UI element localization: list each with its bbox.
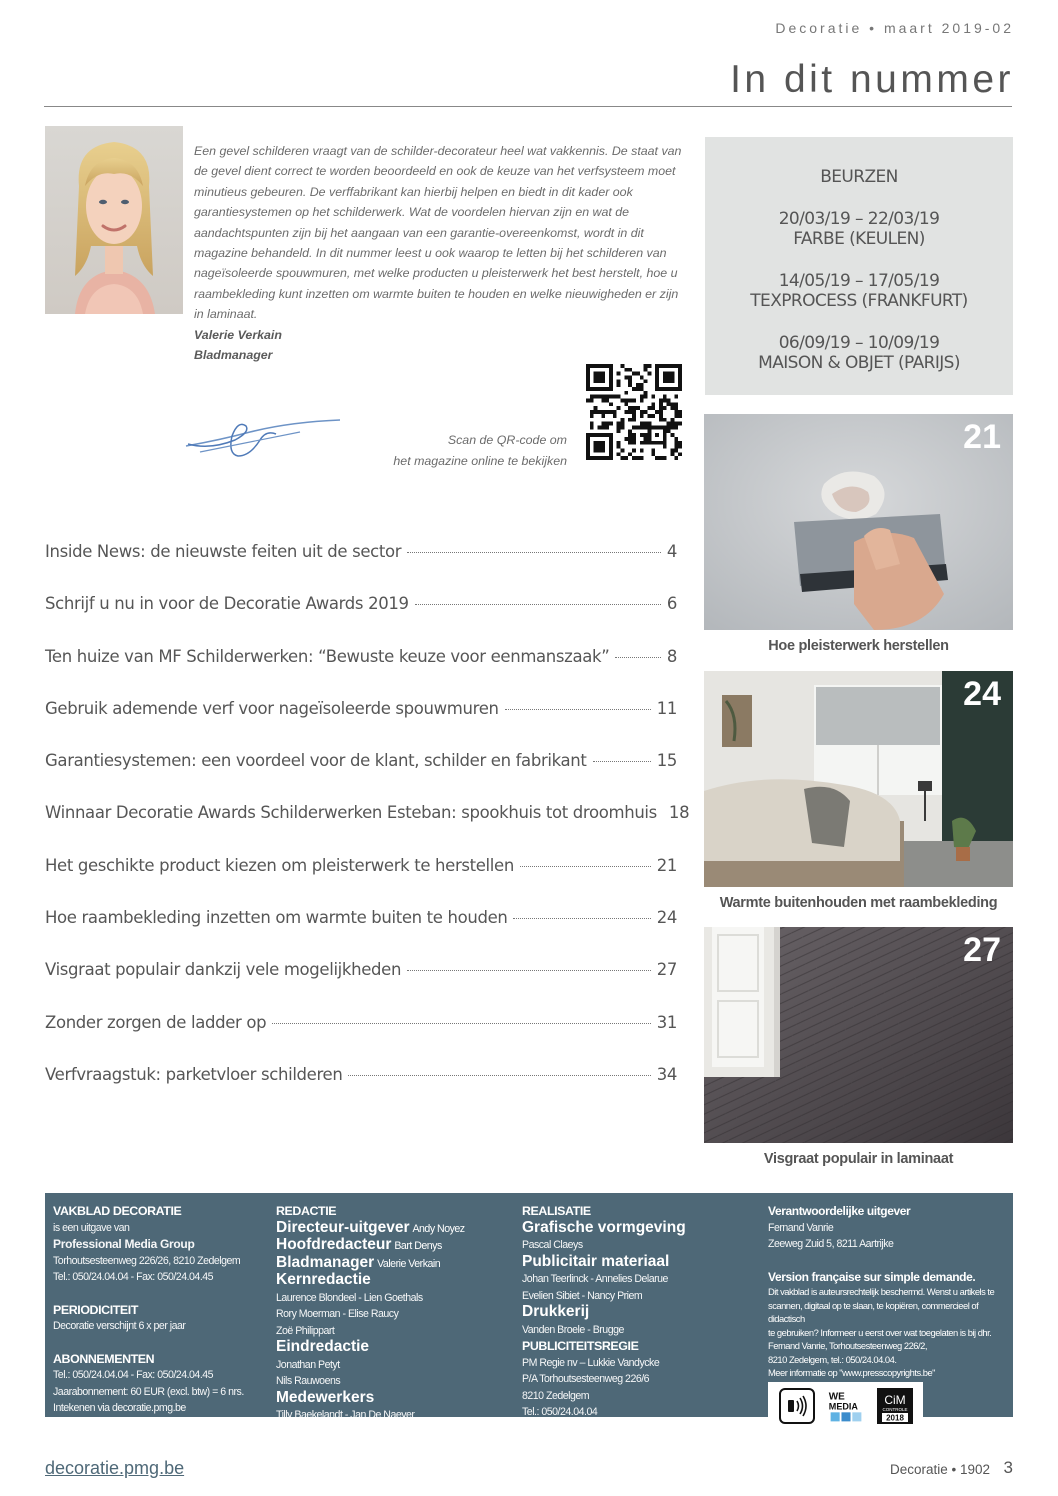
feature-laminate[interactable] [704,927,1013,1167]
toc-page-number: 24 [656,908,677,928]
toc-entry[interactable] [45,856,677,908]
toc-title: Zonder zorgen de ladder op [45,1012,267,1032]
credit-role: Grafische vormgeving [522,1218,686,1236]
publisher-name: Professional Media Group [53,1237,195,1251]
toc-leader [615,657,660,658]
copyright-line: 8210 Zedelgem, tel.: 050/24.04.04. [768,1353,897,1365]
wemedia-logo [827,1387,865,1425]
feature-image [704,414,1013,630]
credit-name: Zoë Philippart [276,1324,335,1337]
editorial-role: Bladmanager [194,348,273,363]
credit-line [276,1339,514,1357]
toc-page-number: 31 [656,1012,677,1032]
toc-leader [407,552,661,553]
toc-entry[interactable] [45,803,690,855]
toc-page-number: 11 [656,698,677,718]
toc-title: Visgraat populair dankzij vele mogelijkheden [45,960,402,980]
feature-window-covering[interactable] [704,671,1013,911]
table-of-contents [45,542,690,1117]
toc-title: Schrijf u nu in voor de Decoratie Awards 2019 [45,594,409,614]
toc-page-number: 15 [656,751,677,771]
toc-entry[interactable] [45,1013,677,1065]
toc-leader [272,1023,650,1024]
toc-entry[interactable] [45,699,677,751]
feature-caption: Hoe pleisterwerk herstellen [768,638,949,654]
editorial-author: Valerie Verkain [194,327,282,342]
colophon-line: Fernand Vanrie [768,1221,834,1234]
qr-caption [360,430,567,471]
credit-role: Kernredactie [276,1271,371,1288]
credit-line [276,1220,514,1238]
feature-image [704,671,1013,887]
colophon-heading: PUBLICITEITSREGIE [522,1339,639,1353]
colophon-heading: REDACTIE [276,1204,337,1218]
toc-entry[interactable] [45,647,677,699]
toc-title: Gebruik ademende verf voor nageïsoleerde spouwmuren [45,698,499,718]
toc-entry[interactable] [45,960,677,1012]
cim-text: CiM [883,1393,906,1407]
toc-title: Inside News: de nieuwste feiten uit de sector [45,542,402,561]
colophon-heading: Verantwoordelijke uitgever [768,1204,911,1218]
toc-leader [593,761,651,762]
toc-page-number: 34 [656,1064,677,1084]
colophon-line: Tel.: 050/24.04.04 - Fax: 050/24.04.45 [53,1271,214,1283]
credit-name: Bart Denys [394,1240,442,1252]
toc-title: Verfvraagstuk: parketvloer schilderen [45,1064,343,1084]
certification-logos [768,1382,923,1430]
colophon-line: Tel.: 050/24.04.04 [522,1406,598,1418]
qr-caption-line1: Scan de QR-code om [447,433,567,447]
fair-name: MAISON & OBJET (PARIJS) [758,353,960,373]
credit-role: Medewerkers [276,1388,375,1406]
toc-entry[interactable] [45,542,677,594]
toc-leader [505,709,651,710]
credit-role: Eindredactie [276,1338,370,1355]
toc-page-number: 21 [656,855,677,875]
qr-code-icon [586,364,682,460]
feature-caption: Warmte buitenhouden met raambekleding [719,895,998,911]
credit-role: Publicitair materiaal [522,1252,670,1270]
fair-item [705,271,1013,311]
cim-logo [876,1387,914,1425]
feature-page-number: 24 [963,675,1001,713]
colophon-heading: PERIODICITEIT [53,1302,138,1317]
feature-plasterwork[interactable] [704,414,1013,654]
toc-page-number: 27 [656,960,677,980]
toc-leader [348,1075,650,1076]
colophon-line: Zeeweg Zuid 5, 8211 Aartrijke [768,1238,894,1250]
credit-name: Jonathan Petyt [276,1358,340,1371]
credit-role: Hoofdredacteur [276,1236,392,1253]
author-portrait [45,126,183,314]
colophon-heading: ABONNEMENTEN [53,1351,155,1366]
colophon-line: is een uitgave van [53,1221,130,1234]
credit-line [522,1304,752,1322]
qr-caption-line2: het magazine online te bekijken [393,453,567,468]
credit-name: Tilly Baekelandt - Jan De Naeyer [276,1409,415,1421]
feature-image [704,927,1013,1143]
copyright-line: Meer informatie op "www.presscopyrights.be" [768,1367,936,1378]
toc-page-number: 18 [668,803,690,823]
wemedia-text-2: MEDIA [828,1401,858,1412]
credit-line [276,1272,514,1290]
toc-title: Het geschikte product kiezen om pleisterwerk te herstellen [45,855,514,875]
colophon-responsible-publisher [768,1203,1008,1380]
colophon-heading: REALISATIE [522,1204,591,1218]
credit-line [276,1255,514,1273]
credit-name: Luc Vandenbroeck [276,1425,356,1438]
credit-line [522,1254,752,1272]
website-link[interactable]: decoratie.pmg.be [45,1458,185,1478]
credit-name: Nils Rauwoens [276,1375,341,1387]
credit-name: Pascal Claeys [522,1239,583,1251]
toc-title: Winnaar Decoratie Awards Schilderwerken Esteban: spookhuis tot droomhuis [45,803,657,823]
colophon-line: Intekenen via decoratie.pmg.be [53,1402,186,1414]
colophon-line: of mail naar abo@pmgroup.be [53,1418,183,1431]
trade-fairs-box [705,137,1013,395]
colophon-heading: VAKBLAD DECORATIE [53,1204,182,1218]
toc-entry[interactable] [45,1065,677,1117]
toc-leader [520,866,651,867]
fair-name: TEXPROCESS (FRANKFURT) [750,291,968,311]
fairs-heading: BEURZEN [820,167,898,187]
colophon-production [522,1203,752,1437]
credit-name: Laurence Blondeel - Lien Goethals [276,1291,423,1304]
toc-title: Hoe raambekleding inzetten om warmte buiten te houden [45,908,508,928]
colophon-heading: Version française sur simple demande. [768,1269,976,1284]
header-divider [44,106,1012,107]
colophon-line: Jaarabonnement: 60 EUR (excl. btw) = 6 nrs. [53,1385,244,1398]
wemedia-text-1: WE [828,1391,845,1403]
toc-title: Garantiesystemen: een voordeel voor de klant, schilder en fabrikant [45,751,587,771]
toc-title: Ten huize van MF Schilderwerken: “Bewuste keuze voor eenmanszaak” [45,646,610,666]
footer-issue: Decoratie • 1902 [889,1462,990,1477]
toc-leader [513,918,650,919]
feature-page-number: 21 [963,418,1001,456]
colophon-line: Fax: 050/24.04.45 [522,1422,599,1435]
handwritten-signature [180,410,350,470]
credit-name: Rory Moerman - Elise Raucy [276,1308,399,1320]
page-title: In dit nummer [730,58,1014,101]
credit-name: Andy Noyez [412,1222,465,1235]
credit-name: Vanden Broele - Brugge [522,1323,624,1336]
presscopyrights-logo [778,1387,816,1425]
fair-dates: 20/03/19 – 22/03/19 [778,209,940,229]
toc-leader [407,970,651,971]
page-number: 3 [1003,1458,1013,1477]
colophon-line: Decoratie verschijnt 6 x per jaar [53,1320,186,1332]
credit-role: Bladmanager [276,1253,375,1271]
fair-dates: 14/05/19 – 17/05/19 [778,271,940,291]
colophon-editorial [276,1203,514,1440]
cim-year-text: 2018 [885,1413,904,1423]
colophon-line: PM Regie nv – Lukkie Vandycke [522,1356,660,1369]
copyright-line: Fernand Vanrie, Torhoutsesteenweg 226/2, [768,1340,927,1351]
credit-role: Directeur-uitgever [276,1218,410,1236]
toc-entry[interactable] [45,908,677,960]
toc-entry[interactable] [45,751,677,803]
editorial-text [194,141,684,365]
credit-line [276,1390,514,1408]
colophon-line: P/A Torhoutsesteenweg 226/6 [522,1373,650,1385]
copyright-line: Dit vakblad is auteursrechtelijk beschermd. Wenst u artikels te [768,1286,995,1297]
toc-page-number: 8 [666,646,677,666]
credit-line [276,1237,514,1255]
colophon-line: 8210 Zedelgem [522,1389,590,1402]
fair-item [705,209,1013,249]
qr-code[interactable] [572,350,696,474]
colophon-line: Tel.: 050/24.04.04 - Fax: 050/24.04.45 [53,1369,214,1381]
fair-dates: 06/09/19 – 10/09/19 [778,333,940,353]
cim-controle-text: CONTROLE [881,1407,908,1412]
editorial-body: Een gevel schilderen vraagt van de schilder-decorateur heel wat vakkennis. De staat van de gevel dient correct te worden beoordeeld en ook de keuze van het verfsysteem moet minutieus gebeuren. De verffabrikant kan hierbij helpen en biedt in dit kader ook garantiesystemen op het schilderwerk. Wat de voordelen hiervan zijn en wat de aandachtspunten zijn bij het aangaan van een garantie-overeenkomst, wordt in dit magazine behandeld. In dit nummer leest u ook waarop te letten bij het schilderen van nageïsoleerde spouwmuren, met welke producten u pleisterwerk het best herstelt, hoe u raambekleding kunt inzetten om warmte buiten te houden en welke nieuwigheden er zijn in laminaat. [194,144,682,322]
feature-caption: Visgraat populair in laminaat [763,1151,954,1167]
toc-entry[interactable] [45,594,677,646]
copyright-line: te gebruiken? Informeer u eerst over wat toegelaten is bij dhr. [768,1326,992,1338]
credit-name: Johan Teerlinck - Annelies Delarue [522,1273,668,1285]
toc-page-number: 4 [666,542,677,561]
colophon-publisher [53,1203,273,1433]
credit-name: Valerie Verkain [377,1257,441,1270]
issue-meta: Decoratie • maart 2019-02 [775,20,1014,36]
toc-page-number: 6 [666,594,677,614]
credit-name: Evelien Sibiet - Nancy Priem [522,1289,643,1302]
fair-item [705,333,1013,373]
toc-leader [415,604,661,605]
fair-name: FARBE (KEULEN) [793,229,925,249]
credit-role: Drukkerij [522,1303,590,1320]
copyright-line: scannen, digitaal op te slaan, te kopiëren, commercieel of didactisch [768,1299,979,1324]
feature-page-number: 27 [963,931,1001,969]
colophon-line: Torhoutsesteenweg 226/26, 8210 Zedelgem [53,1254,241,1267]
credit-line [522,1220,752,1238]
